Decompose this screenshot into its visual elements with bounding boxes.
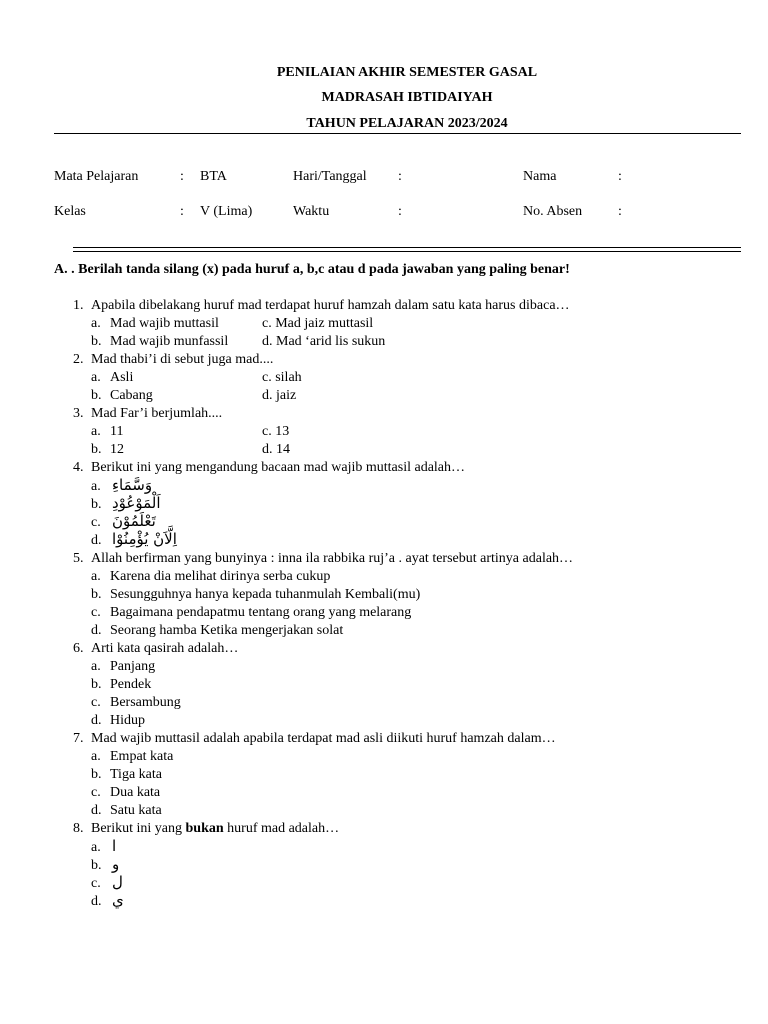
option-a: Asli bbox=[110, 370, 134, 385]
header-school: MADRASAH IBTIDAIYAH bbox=[321, 90, 493, 105]
question-text: Mad thabi’i di sebut juga mad.... bbox=[91, 352, 274, 367]
option-a: Mad wajib muttasil bbox=[110, 316, 219, 331]
question-text bbox=[91, 821, 339, 837]
option-d-arabic: اِلَّاَنْ يُؤْمِنُوْا bbox=[112, 530, 177, 548]
option-letter: b. bbox=[91, 767, 102, 782]
option-letter: a. bbox=[91, 424, 101, 439]
option-letter: a. bbox=[91, 749, 101, 764]
option-a: Panjang bbox=[110, 659, 156, 674]
option-letter: c. bbox=[91, 605, 101, 620]
option-letter: b. bbox=[91, 334, 102, 349]
option-d: Seorang hamba Ketika mengerjakan solat bbox=[110, 623, 344, 638]
option-letter: d. bbox=[91, 713, 102, 728]
option-a: Empat kata bbox=[110, 749, 174, 764]
option-letter: c. bbox=[91, 785, 101, 800]
kelas-label: Kelas bbox=[54, 204, 86, 219]
option-letter: c. bbox=[91, 876, 101, 891]
option-letter: b. bbox=[91, 677, 102, 692]
hari-colon: : bbox=[398, 169, 402, 184]
option-letter: d. bbox=[91, 894, 102, 909]
question-text: Mad Far’i berjumlah.... bbox=[91, 406, 223, 421]
info-divider bbox=[73, 247, 741, 252]
option-letter: d. bbox=[91, 623, 102, 638]
option-b: Mad wajib munfassil bbox=[110, 334, 229, 349]
question-text: Arti kata qasirah adalah… bbox=[91, 641, 239, 656]
option-letter: a. bbox=[91, 840, 101, 855]
question-text: Allah berfirman yang bunyinya : inna ila rabbika ruj’a . ayat tersebut artinya adalah… bbox=[91, 551, 574, 566]
option-b-arabic: و bbox=[112, 855, 120, 873]
question-text-start: Berikut ini yang bbox=[91, 821, 186, 836]
question-text: Mad wajib muttasil adalah apabila terdapat mad asli diikuti huruf hamzah dalam… bbox=[91, 731, 556, 746]
option-letter: c. bbox=[91, 515, 101, 530]
option-c-arabic: تَعْلَمُوْنَ bbox=[112, 512, 156, 530]
option-letter: a. bbox=[91, 370, 101, 385]
hari-label: Hari/Tanggal bbox=[293, 169, 367, 184]
option-letter: a. bbox=[91, 316, 101, 331]
option-letter: b. bbox=[91, 587, 102, 602]
question-number: 5. bbox=[73, 551, 84, 566]
option-b-arabic: اَلْمَوْعُوْدِ bbox=[112, 494, 161, 512]
option-a-arabic: وَسَّمَاءِ bbox=[112, 476, 153, 494]
option-b: Tiga kata bbox=[110, 767, 162, 782]
option-c: c. silah bbox=[262, 370, 302, 385]
option-letter: a. bbox=[91, 479, 101, 494]
option-a: Karena dia melihat dirinya serba cukup bbox=[110, 569, 331, 584]
option-c-arabic: ل bbox=[112, 873, 123, 891]
option-letter: b. bbox=[91, 497, 102, 512]
option-c: c. 13 bbox=[262, 424, 290, 439]
option-letter: d. bbox=[91, 803, 102, 818]
option-b: Sesungguhnya hanya kepada tuhanmulah Kembali(mu) bbox=[110, 587, 421, 602]
option-a-arabic: ا bbox=[112, 837, 117, 855]
option-letter: c. bbox=[91, 695, 101, 710]
option-c: Bersambung bbox=[110, 695, 181, 710]
question-number: 2. bbox=[73, 352, 84, 367]
option-c: Dua kata bbox=[110, 785, 161, 800]
question-text: Berikut ini yang mengandung bacaan mad wajib muttasil adalah… bbox=[91, 460, 466, 475]
question-number: 4. bbox=[73, 460, 84, 475]
question-text: Apabila dibelakang huruf mad terdapat huruf hamzah dalam satu kata harus dibaca… bbox=[91, 298, 570, 313]
question-number: 8. bbox=[73, 821, 84, 836]
mapel-colon: : bbox=[180, 169, 184, 184]
question-emphasis: bukan bbox=[185, 821, 224, 836]
absen-label: No. Absen bbox=[523, 204, 583, 219]
question-text-end: huruf mad adalah… bbox=[223, 821, 340, 836]
header-divider bbox=[54, 133, 741, 134]
option-letter: d. bbox=[91, 533, 102, 548]
option-c: Bagaimana pendapatmu tentang orang yang melarang bbox=[110, 605, 412, 620]
option-b: Cabang bbox=[110, 388, 153, 403]
waktu-label: Waktu bbox=[293, 204, 330, 219]
option-a: 11 bbox=[110, 424, 124, 439]
option-d: Satu kata bbox=[110, 803, 162, 818]
nama-colon: : bbox=[618, 169, 622, 184]
option-letter: a. bbox=[91, 569, 101, 584]
option-letter: a. bbox=[91, 659, 101, 674]
question-number: 6. bbox=[73, 641, 84, 656]
mapel-label: Mata Pelajaran bbox=[54, 169, 139, 184]
option-letter: b. bbox=[91, 388, 102, 403]
option-d-arabic: ي bbox=[112, 891, 124, 909]
option-d: Hidup bbox=[110, 713, 145, 728]
option-c: c. Mad jaiz muttasil bbox=[262, 316, 374, 331]
header-year: TAHUN PELAJARAN 2023/2024 bbox=[306, 116, 508, 131]
option-d: d. Mad ‘arid lis sukun bbox=[262, 334, 386, 349]
question-number: 7. bbox=[73, 731, 84, 746]
option-b: Pendek bbox=[110, 677, 152, 692]
absen-colon: : bbox=[618, 204, 622, 219]
option-letter: b. bbox=[91, 442, 102, 457]
kelas-value: V (Lima) bbox=[200, 204, 253, 219]
option-d: d. 14 bbox=[262, 442, 290, 457]
nama-label: Nama bbox=[523, 169, 557, 184]
option-b: 12 bbox=[110, 442, 124, 457]
option-d: d. jaiz bbox=[262, 388, 297, 403]
mapel-value: BTA bbox=[200, 169, 227, 184]
question-number: 1. bbox=[73, 298, 84, 313]
section-instruction: A. . Berilah tanda silang (x) pada huruf a, b,c atau d pada jawaban yang paling benar! bbox=[54, 262, 570, 277]
option-letter: b. bbox=[91, 858, 102, 873]
kelas-colon: : bbox=[180, 204, 184, 219]
header-title: PENILAIAN AKHIR SEMESTER GASAL bbox=[276, 65, 538, 80]
question-number: 3. bbox=[73, 406, 84, 421]
waktu-colon: : bbox=[398, 204, 402, 219]
